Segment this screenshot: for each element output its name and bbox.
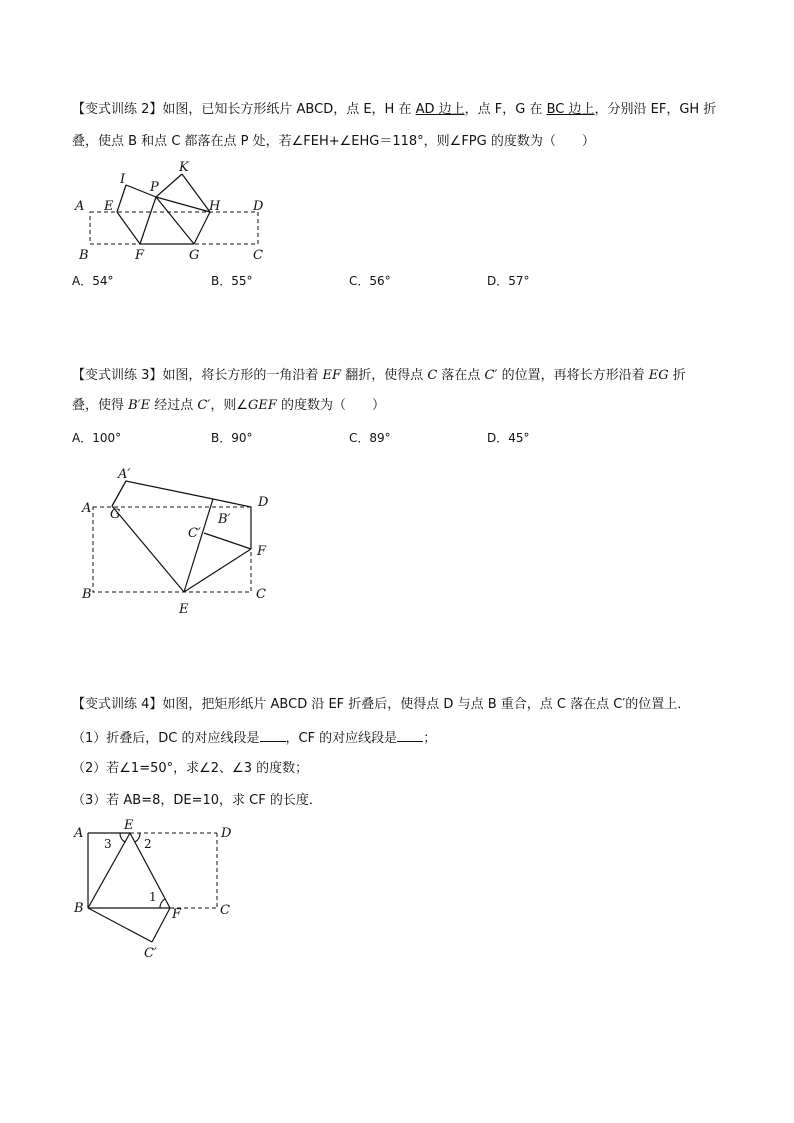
q3-text: 的位置，再将长方形沿着	[497, 368, 649, 383]
q4-text: （1）折叠后，DC 的对应线段是	[72, 731, 260, 746]
q4-text: ；	[423, 731, 437, 746]
q4-angle-3-arc	[120, 833, 125, 842]
q2-label-k: K	[179, 160, 189, 175]
q4-label-a: A	[74, 826, 84, 841]
q2-segment-pg	[156, 197, 194, 244]
q3-text: 经过点	[150, 398, 198, 413]
q4-sub2: （2）若∠1=50°，求∠2、∠3 的度数；	[72, 761, 309, 776]
q2-text: ，分别沿 EF，GH 折	[594, 102, 717, 117]
q3-option-d[interactable]: D．45°	[487, 431, 530, 445]
q2-text: ，点 F，G 在	[464, 102, 547, 117]
q4-label-cprime: C′	[144, 946, 157, 961]
q2-underlined-bc: BC 边上	[546, 102, 595, 117]
q2-label-g: G	[189, 248, 200, 263]
q4-sub1	[72, 728, 436, 748]
q3-math-cprime: C′	[484, 368, 498, 383]
q2-label-p: P	[150, 180, 159, 195]
q2-segment-pk	[156, 174, 182, 197]
q2-label-c: C	[253, 248, 263, 263]
q4-label-angle-1: 1	[149, 890, 157, 904]
q4-angle-1-arc	[160, 899, 165, 908]
q2-figure	[70, 160, 370, 263]
q2-option-d[interactable]: D．57°	[487, 274, 530, 288]
q4-label-angle-3: 3	[104, 837, 112, 851]
q2-segment-ef	[117, 212, 140, 244]
q2-segment-ei	[117, 185, 126, 212]
q3-segment-ge	[112, 506, 184, 592]
q2-stem-line1	[72, 101, 716, 119]
q3-stem-line1	[72, 367, 686, 385]
q3-text: ，则∠	[210, 398, 248, 413]
q3-segment-cprime-f	[204, 533, 251, 549]
q2-segment-kh	[182, 174, 210, 212]
q3-label-d: D	[258, 495, 269, 510]
q4-label-c: C	[220, 903, 230, 918]
q3-label-c: C	[256, 587, 266, 602]
q3-stem-line2	[72, 397, 385, 415]
q2-label-f: F	[135, 248, 145, 263]
q4-label-d: D	[221, 826, 232, 841]
q3-figure	[78, 462, 298, 622]
q3-math-bprime-e: B′E	[128, 398, 151, 413]
q3-math-c: C	[427, 368, 438, 383]
q2-label-a: A	[75, 199, 85, 214]
q3-text: 折	[668, 368, 686, 383]
q2-option-b[interactable]: B．55°	[211, 274, 253, 288]
q2-text: 【变式训练 2】如图，已知长方形纸片 ABCD，点 E，H 在	[72, 102, 416, 117]
q3-segment-ef	[184, 549, 251, 592]
q3-label-b: B	[82, 587, 92, 602]
q4-sub3: （3）若 AB=8，DE=10，求 CF 的长度．	[72, 793, 322, 808]
q2-option-a[interactable]: A．54°	[72, 274, 114, 288]
q2-underlined-ad: AD 边上	[415, 102, 465, 117]
q3-segment-ag	[112, 481, 126, 506]
q2-rect-abcd	[90, 212, 258, 244]
q3-option-c[interactable]: C．89°	[349, 431, 391, 445]
q2-label-d: D	[253, 199, 264, 214]
q2-label-e: E	[104, 199, 114, 214]
q4-label-b: B	[74, 901, 84, 916]
q4-label-angle-2: 2	[144, 837, 152, 851]
q2-stem-line2: 叠，使点 B 和点 C 都落在点 P 处，若∠FEH+∠EHG＝118°，则∠FPG 的度数为（ ）	[72, 134, 595, 149]
q4-blank-2[interactable]	[397, 728, 423, 742]
q4-segment-bcprime	[88, 908, 152, 942]
q4-figure	[70, 818, 250, 961]
q3-math-ef: EF	[322, 368, 342, 383]
q2-segment-fp	[140, 197, 156, 244]
q2-label-b: B	[79, 248, 89, 263]
q4-text: ，CF 的对应线段是	[285, 731, 398, 746]
q3-math-gef: GEF	[247, 398, 277, 413]
q2-label-i: I	[120, 172, 126, 187]
q3-text: 【变式训练 3】如图，将长方形的一角沿着	[72, 368, 323, 383]
q4-segment-cprime-f	[152, 908, 170, 942]
q3-option-b[interactable]: B．90°	[211, 431, 253, 445]
q2-segment-ph	[156, 197, 210, 212]
q3-label-e: E	[179, 602, 189, 617]
q3-text: 翻折，使得点	[341, 368, 428, 383]
q4-label-e: E	[124, 818, 134, 833]
q3-math-eg: EG	[648, 368, 669, 383]
q3-text: 叠，使得	[72, 398, 129, 413]
q2-segment-hg	[194, 212, 210, 244]
q3-label-cprime: C′	[188, 526, 201, 541]
q4-angle-2-arc	[135, 833, 140, 842]
q3-text: 的度数为（ ）	[276, 398, 386, 413]
q3-label-f: F	[257, 544, 267, 559]
q3-label-bprime: B′	[218, 512, 231, 527]
q3-option-a[interactable]: A．100°	[72, 431, 122, 445]
q4-stem-line1: 【变式训练 4】如图，把矩形纸片 ABCD 沿 EF 折叠后，使得点 D 与点 B 重合，点 C 落在点 C′的位置上．	[72, 697, 691, 712]
q3-label-aprime: A′	[118, 467, 131, 482]
q2-label-h: H	[209, 199, 221, 214]
q2-option-c[interactable]: C．56°	[349, 274, 391, 288]
q3-label-g: G	[110, 507, 121, 522]
q3-text: 落在点	[437, 368, 485, 383]
q3-segment-bprime-e	[184, 499, 213, 592]
q4-label-f: F	[172, 907, 182, 922]
q3-label-a: A	[82, 501, 92, 516]
q3-math-cprime: C′	[197, 398, 211, 413]
q4-blank-1[interactable]	[260, 728, 286, 742]
